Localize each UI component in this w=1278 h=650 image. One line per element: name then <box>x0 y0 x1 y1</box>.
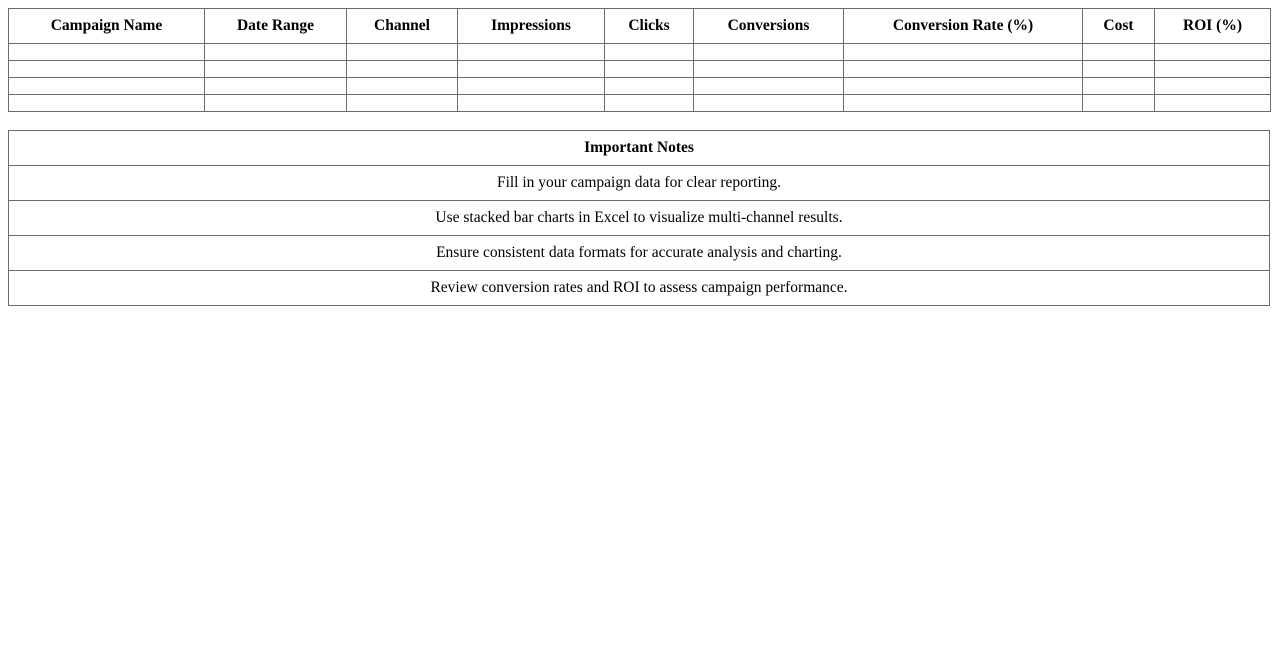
table-cell[interactable] <box>694 78 844 95</box>
column-header-channel: Channel <box>347 9 458 44</box>
note-row <box>9 271 1270 306</box>
table-row <box>9 95 1271 112</box>
table-cell[interactable] <box>1155 95 1271 112</box>
column-header-conversion-rate: Conversion Rate (%) <box>844 9 1083 44</box>
column-header-conversions: Conversions <box>694 9 844 44</box>
table-cell[interactable] <box>844 78 1083 95</box>
table-cell[interactable] <box>458 44 605 61</box>
notes-table-body <box>9 166 1270 306</box>
note-row <box>9 166 1270 201</box>
table-cell[interactable] <box>205 95 347 112</box>
table-cell[interactable] <box>605 95 694 112</box>
table-cell[interactable] <box>347 44 458 61</box>
table-cell[interactable] <box>9 61 205 78</box>
table-cell[interactable] <box>1083 78 1155 95</box>
table-cell[interactable] <box>1083 95 1155 112</box>
campaign-table-body <box>9 44 1271 112</box>
note-item: Fill in your campaign data for clear reporting. <box>9 166 1270 201</box>
header-row <box>9 9 1271 44</box>
note-row <box>9 201 1270 236</box>
table-cell[interactable] <box>205 44 347 61</box>
table-row <box>9 78 1271 95</box>
table-cell[interactable] <box>458 61 605 78</box>
table-cell[interactable] <box>1083 61 1155 78</box>
column-header-date-range: Date Range <box>205 9 347 44</box>
table-cell[interactable] <box>347 95 458 112</box>
table-cell[interactable] <box>605 61 694 78</box>
table-cell[interactable] <box>694 61 844 78</box>
note-item: Use stacked bar charts in Excel to visualize multi-channel results. <box>9 201 1270 236</box>
table-cell[interactable] <box>1155 61 1271 78</box>
table-cell[interactable] <box>1155 78 1271 95</box>
table-cell[interactable] <box>347 61 458 78</box>
column-header-impressions: Impressions <box>458 9 605 44</box>
column-header-cost: Cost <box>1083 9 1155 44</box>
notes-header-row <box>9 131 1270 166</box>
table-cell[interactable] <box>205 78 347 95</box>
table-cell[interactable] <box>458 95 605 112</box>
table-cell[interactable] <box>605 78 694 95</box>
table-cell[interactable] <box>9 78 205 95</box>
notes-title: Important Notes <box>9 131 1270 166</box>
table-cell[interactable] <box>9 95 205 112</box>
table-cell[interactable] <box>9 44 205 61</box>
column-header-campaign-name: Campaign Name <box>9 9 205 44</box>
note-item: Ensure consistent data formats for accurate analysis and charting. <box>9 236 1270 271</box>
table-row <box>9 44 1271 61</box>
note-row <box>9 236 1270 271</box>
table-cell[interactable] <box>605 44 694 61</box>
notes-table <box>8 130 1270 306</box>
column-header-roi: ROI (%) <box>1155 9 1271 44</box>
campaign-table-header <box>9 9 1271 44</box>
table-cell[interactable] <box>1083 44 1155 61</box>
table-cell[interactable] <box>347 78 458 95</box>
table-cell[interactable] <box>458 78 605 95</box>
notes-table-header <box>9 131 1270 166</box>
table-cell[interactable] <box>844 44 1083 61</box>
column-header-clicks: Clicks <box>605 9 694 44</box>
table-cell[interactable] <box>205 61 347 78</box>
campaign-table <box>8 8 1271 112</box>
note-item: Review conversion rates and ROI to assess campaign performance. <box>9 271 1270 306</box>
table-cell[interactable] <box>1155 44 1271 61</box>
table-cell[interactable] <box>694 44 844 61</box>
table-row <box>9 61 1271 78</box>
table-cell[interactable] <box>694 95 844 112</box>
table-cell[interactable] <box>844 61 1083 78</box>
table-cell[interactable] <box>844 95 1083 112</box>
